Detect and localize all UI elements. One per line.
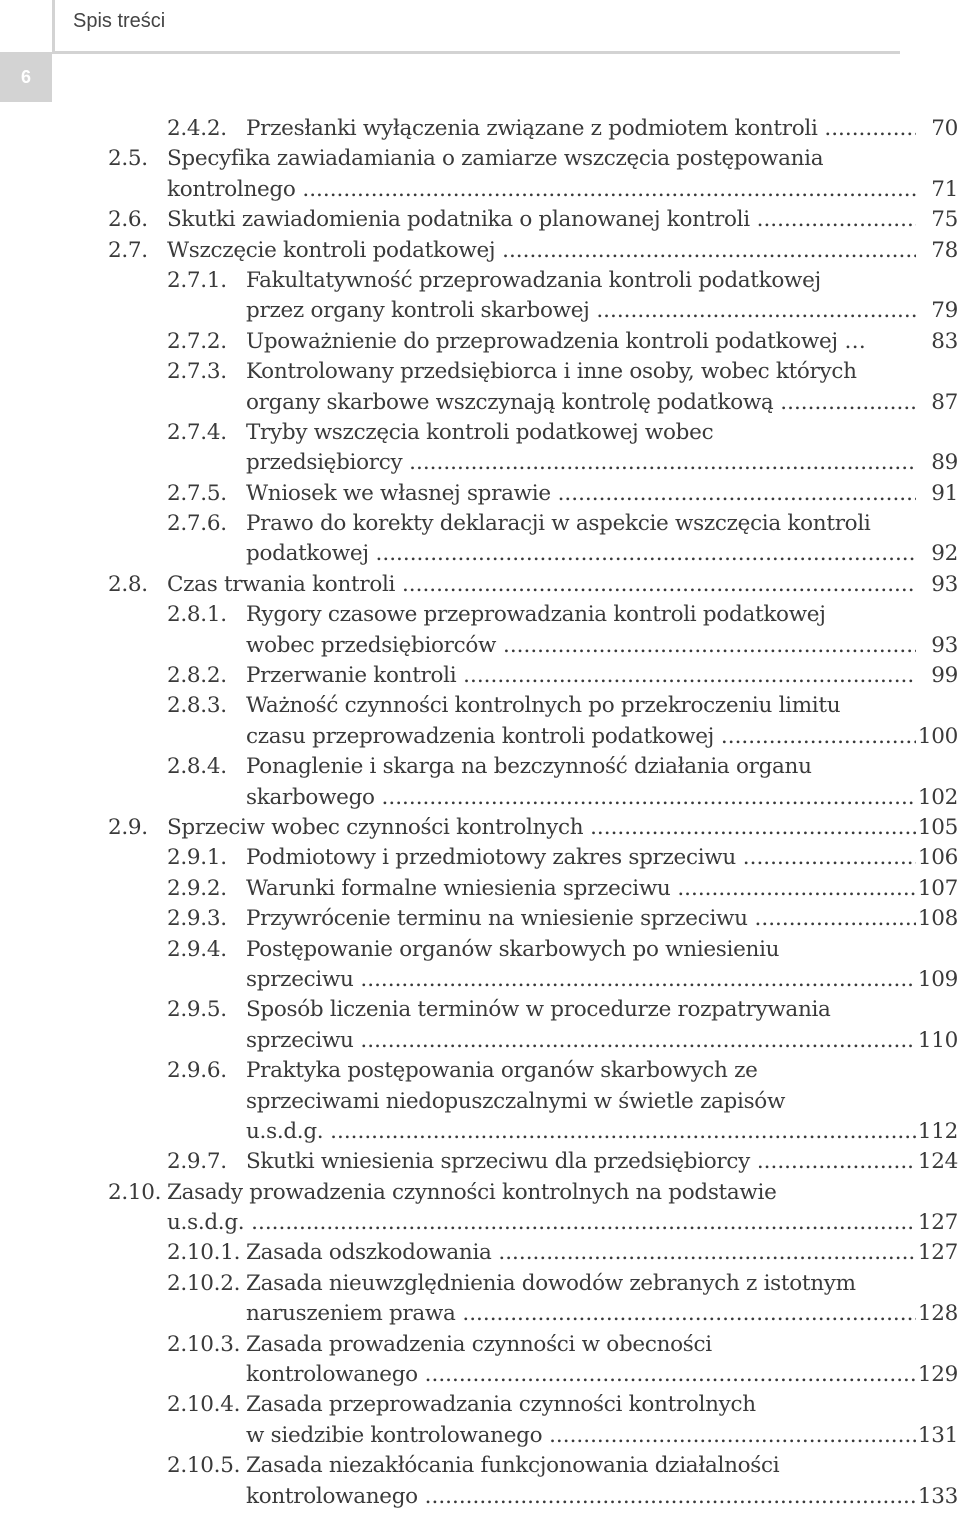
toc-entry-number: 2.9.6. bbox=[167, 1058, 227, 1084]
toc-entry bbox=[0, 631, 960, 661]
toc-entry-title: u.s.d.g. ..... bbox=[167, 1208, 916, 1238]
toc-entry-title: Wniosek we własnej sprawie ..... bbox=[246, 479, 916, 509]
toc-entry bbox=[0, 813, 960, 843]
toc-entry-title: skarbowego ..... bbox=[246, 783, 916, 813]
toc-entry-line bbox=[0, 935, 960, 965]
toc-entry-page: 79 bbox=[931, 298, 958, 324]
toc-entry-page: 78 bbox=[931, 237, 958, 263]
toc-entry-number: 2.10.5. bbox=[167, 1453, 241, 1479]
toc-entry-page: 110 bbox=[917, 1027, 958, 1053]
toc-entry-page: 75 bbox=[931, 207, 958, 233]
toc-entry-line bbox=[0, 418, 960, 448]
toc-entry-title: Zasady prowadzenia czynności kontrolnych na podstawie bbox=[167, 1179, 777, 1205]
toc-entry-number: 2.10.1. bbox=[167, 1240, 241, 1266]
header-vertical-rule bbox=[52, 0, 55, 52]
toc-entry-line bbox=[0, 144, 960, 174]
toc-entry-number: 2.7.2. bbox=[167, 328, 227, 354]
toc-entry-line bbox=[0, 995, 960, 1025]
toc-entry-title: Fakultatywność przeprowadzania kontroli podatkowej bbox=[246, 267, 821, 293]
toc-entry bbox=[0, 114, 960, 144]
toc-entry-title: Prawo do korekty deklaracji w aspekcie wszczęcia kontroli bbox=[246, 511, 871, 537]
toc-entry-number: 2.8.2. bbox=[167, 663, 227, 689]
toc-entry bbox=[0, 1147, 960, 1177]
toc-entry-page: 129 bbox=[917, 1362, 958, 1388]
toc-entry-title: Zasada nieuwzględnienia dowodów zebranych z istotnym bbox=[246, 1270, 856, 1296]
toc-entry-page: 71 bbox=[931, 176, 958, 202]
toc-entry-number: 2.9.5. bbox=[167, 997, 227, 1023]
toc-entry-number: 2.9.1. bbox=[167, 845, 227, 871]
toc-entry bbox=[0, 1208, 960, 1238]
toc-entry-title: Upoważnienie do przeprowadzenia kontroli podatkowej … bbox=[246, 328, 866, 354]
toc-entry-title: przedsiębiorcy ..... bbox=[246, 448, 916, 478]
toc-entry bbox=[0, 539, 960, 569]
toc-entry-page: 127 bbox=[917, 1240, 958, 1266]
toc-entry-title: w siedzibie kontrolowanego ..... bbox=[246, 1421, 916, 1451]
page-number-badge: 6 bbox=[0, 52, 52, 102]
toc-entry-page: 100 bbox=[917, 723, 958, 749]
toc-entry-title: Ponaglenie i skarga na bezczynność działania organu bbox=[246, 754, 812, 780]
toc-entry-line bbox=[0, 600, 960, 630]
toc-entry-title: Podmiotowy i przedmiotowy zakres sprzeciwu ..... bbox=[246, 843, 916, 873]
toc-entry-title: Zasada przeprowadzania czynności kontrolnych bbox=[246, 1392, 756, 1418]
toc-entry-page: 106 bbox=[917, 845, 958, 871]
toc-entry-title: czasu przeprowadzenia kontroli podatkowej ..... bbox=[246, 722, 916, 752]
toc-entry bbox=[0, 1238, 960, 1268]
toc-entry-title: Warunki formalne wniesienia sprzeciwu ..... bbox=[246, 874, 916, 904]
toc-entry-number: 2.7.1. bbox=[167, 267, 227, 293]
toc-entry bbox=[0, 175, 960, 205]
toc-entry bbox=[0, 1117, 960, 1147]
toc-entry-number: 2.10. bbox=[108, 1179, 162, 1205]
toc-entry bbox=[0, 570, 960, 600]
table-of-contents bbox=[0, 114, 960, 1512]
toc-entry-title: Kontrolowany przedsiębiorca i inne osoby, wobec których bbox=[246, 359, 857, 385]
toc-entry-number: 2.7.6. bbox=[167, 511, 227, 537]
toc-entry-title: sprzeciwu ..... bbox=[246, 965, 916, 995]
toc-entry-title: Rygory czasowe przeprowadzania kontroli podatkowej bbox=[246, 602, 826, 628]
toc-entry bbox=[0, 1482, 960, 1512]
toc-entry-title: podatkowej ..... bbox=[246, 539, 916, 569]
toc-entry-page: 87 bbox=[931, 389, 958, 415]
toc-entry-page: 127 bbox=[917, 1210, 958, 1236]
toc-entry-line bbox=[0, 357, 960, 387]
toc-entry bbox=[0, 236, 960, 266]
header-horizontal-rule bbox=[52, 51, 900, 54]
toc-entry-title: sprzeciwu ..... bbox=[246, 1026, 916, 1056]
toc-entry bbox=[0, 874, 960, 904]
toc-entry-title: u.s.d.g. ..... bbox=[246, 1117, 916, 1147]
toc-entry-number: 2.8.1. bbox=[167, 602, 227, 628]
toc-entry-title: Wszczęcie kontroli podatkowej ..... bbox=[167, 236, 916, 266]
toc-entry-number: 2.9. bbox=[108, 814, 148, 840]
toc-entry-title: Praktyka postępowania organów skarbowych ze bbox=[246, 1058, 758, 1084]
toc-entry-number: 2.9.4. bbox=[167, 936, 227, 962]
toc-entry-page: 92 bbox=[931, 541, 958, 567]
toc-entry-line bbox=[0, 691, 960, 721]
toc-entry bbox=[0, 1026, 960, 1056]
toc-entry-title: Zasada odszkodowania ..... bbox=[246, 1238, 916, 1268]
toc-entry-title: Tryby wszczęcia kontroli podatkowej wobec bbox=[246, 419, 714, 445]
toc-entry bbox=[0, 1299, 960, 1329]
toc-entry-page: 112 bbox=[917, 1118, 958, 1144]
toc-entry-title: Sposób liczenia terminów w procedurze rozpatrywania bbox=[246, 997, 831, 1023]
toc-entry-page: 105 bbox=[917, 814, 958, 840]
toc-entry-line bbox=[0, 1330, 960, 1360]
toc-entry-number: 2.10.3. bbox=[167, 1331, 241, 1357]
toc-entry bbox=[0, 205, 960, 235]
toc-entry-title: Sprzeciw wobec czynności kontrolnych ..... bbox=[167, 813, 916, 843]
toc-entry-title: Ważność czynności kontrolnych po przekroczeniu limitu bbox=[246, 693, 841, 719]
toc-entry-title: kontrolowanego ..... bbox=[246, 1482, 916, 1512]
toc-entry-line bbox=[0, 1269, 960, 1299]
toc-entry-title: Przerwanie kontroli ..... bbox=[246, 661, 916, 691]
toc-entry bbox=[0, 1421, 960, 1451]
toc-entry-page: 133 bbox=[917, 1483, 958, 1509]
toc-entry bbox=[0, 1360, 960, 1390]
toc-entry-number: 2.7.3. bbox=[167, 359, 227, 385]
toc-entry-page: 102 bbox=[917, 784, 958, 810]
toc-entry-page: 91 bbox=[931, 480, 958, 506]
toc-entry-line bbox=[0, 752, 960, 782]
toc-entry-title: Zasada prowadzenia czynności w obecności bbox=[246, 1331, 712, 1357]
toc-entry bbox=[0, 327, 960, 357]
toc-entry bbox=[0, 722, 960, 752]
toc-entry-page: 93 bbox=[931, 632, 958, 658]
toc-entry-number: 2.5. bbox=[108, 146, 148, 172]
toc-entry-page: 70 bbox=[931, 116, 958, 141]
toc-entry-page: 124 bbox=[917, 1149, 958, 1175]
toc-entry-number: 2.6. bbox=[108, 207, 148, 233]
toc-entry bbox=[0, 783, 960, 813]
running-header-title: Spis treści bbox=[73, 10, 166, 32]
toc-entry bbox=[0, 965, 960, 995]
toc-entry bbox=[0, 296, 960, 326]
toc-entry bbox=[0, 843, 960, 873]
toc-entry bbox=[0, 904, 960, 934]
toc-entry-number: 2.8.3. bbox=[167, 693, 227, 719]
toc-entry-page: 99 bbox=[931, 663, 958, 689]
toc-entry-line bbox=[0, 1390, 960, 1420]
toc-entry-title: wobec przedsiębiorców ..... bbox=[246, 631, 916, 661]
toc-entry bbox=[0, 479, 960, 509]
toc-entry-title: Zasada niezakłócania funkcjonowania działalności bbox=[246, 1453, 780, 1479]
toc-entry-number: 2.7.4. bbox=[167, 419, 227, 445]
toc-entry-page: 83 bbox=[931, 328, 958, 354]
toc-entry-number: 2.9.7. bbox=[167, 1149, 227, 1175]
toc-entry-number: 2.7. bbox=[108, 237, 148, 263]
toc-entry-number: 2.10.2. bbox=[167, 1270, 241, 1296]
toc-entry-line bbox=[0, 1087, 960, 1117]
toc-entry-number: 2.8.4. bbox=[167, 754, 227, 780]
toc-entry-title: Czas trwania kontroli ..... bbox=[167, 570, 916, 600]
toc-entry-page: 131 bbox=[917, 1422, 958, 1448]
toc-entry-number: 2.10.4. bbox=[167, 1392, 241, 1418]
toc-entry bbox=[0, 388, 960, 418]
toc-entry-title: kontrolnego ..... bbox=[167, 175, 916, 205]
toc-entry-title: Przywrócenie terminu na wniesienie sprzeciwu ..... bbox=[246, 904, 916, 934]
toc-entry-title: Przesłanki wyłączenia związane z podmiotem kontroli ..... bbox=[246, 114, 916, 144]
toc-entry bbox=[0, 661, 960, 691]
toc-entry-title: naruszeniem prawa ..... bbox=[246, 1299, 916, 1329]
toc-entry-title: organy skarbowe wszczynają kontrolę podatkową ..... bbox=[246, 388, 916, 418]
toc-entry-title: Postępowanie organów skarbowych po wniesieniu bbox=[246, 936, 780, 962]
toc-entry-page: 108 bbox=[917, 906, 958, 932]
toc-entry-line bbox=[0, 266, 960, 296]
toc-entry-page: 107 bbox=[917, 875, 958, 901]
toc-entry-number: 2.7.5. bbox=[167, 480, 227, 506]
toc-entry-line bbox=[0, 1056, 960, 1086]
toc-entry-number: 2.9.3. bbox=[167, 906, 227, 932]
toc-entry-page: 109 bbox=[917, 966, 958, 992]
toc-entry-number: 2.9.2. bbox=[167, 875, 227, 901]
toc-entry-page: 93 bbox=[931, 571, 958, 597]
toc-entry-title: kontrolowanego ..... bbox=[246, 1360, 916, 1390]
toc-entry-line bbox=[0, 509, 960, 539]
toc-entry-number: 2.4.2. bbox=[167, 116, 227, 141]
toc-entry-number: 2.8. bbox=[108, 571, 148, 597]
toc-entry-title: Skutki wniesienia sprzeciwu dla przedsiębiorcy ..... bbox=[246, 1147, 916, 1177]
toc-entry-page: 128 bbox=[917, 1301, 958, 1327]
toc-entry-line bbox=[0, 1451, 960, 1481]
toc-entry-title: Skutki zawiadomienia podatnika o planowanej kontroli ..... bbox=[167, 205, 916, 235]
toc-entry bbox=[0, 448, 960, 478]
toc-entry-page: 89 bbox=[931, 450, 958, 476]
toc-entry-title: Specyfika zawiadamiania o zamiarze wszczęcia postępowania bbox=[167, 146, 824, 172]
toc-entry-title: sprzeciwami niedopuszczalnymi w świetle zapisów bbox=[246, 1088, 786, 1114]
toc-entry-title: przez organy kontroli skarbowej ..... bbox=[246, 296, 916, 326]
toc-entry-line bbox=[0, 1178, 960, 1208]
